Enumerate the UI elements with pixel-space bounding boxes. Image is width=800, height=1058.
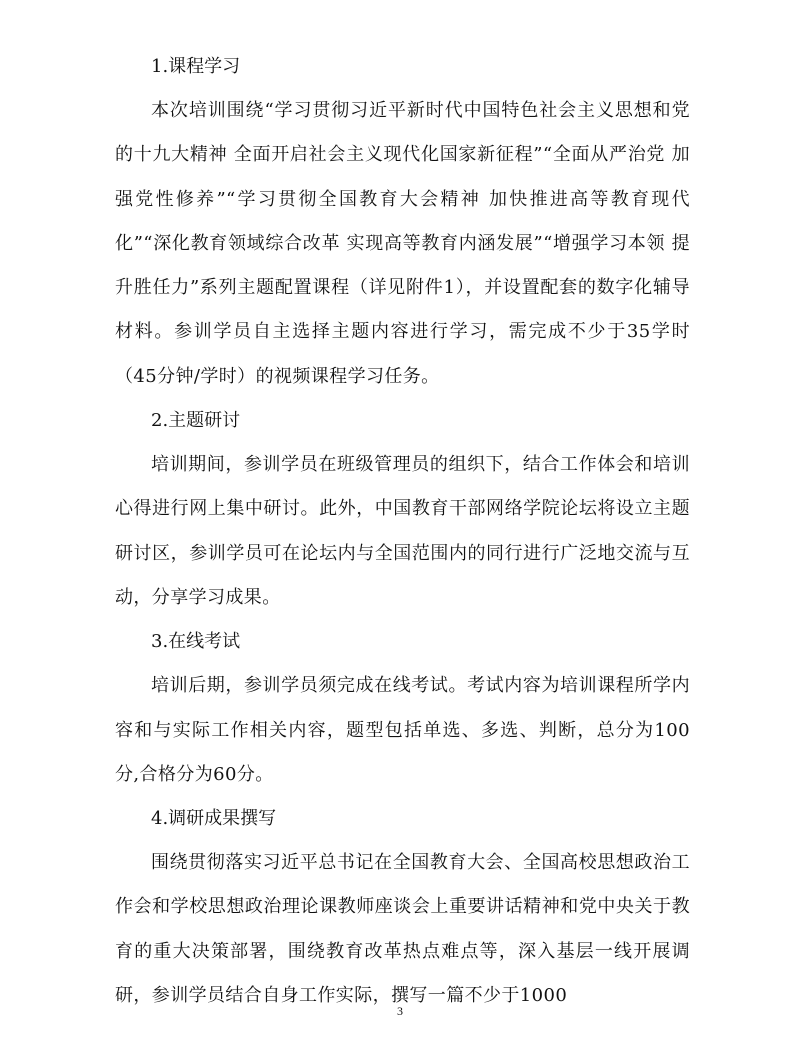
section-research-writing [115, 797, 690, 1018]
section-course-study [115, 45, 690, 399]
section-heading: 4.调研成果撰写 [151, 808, 277, 830]
section-heading: 1.课程学习 [151, 56, 241, 77]
section-paragraph: 围绕贯彻落实习近平总书记在全国教育大会、全国高校思想政治工作会和学校思想政治理论课教师座谈会上重要讲话精神和党中央关于教育的重大决策部署，围绕教育改革热点难点等，深入基层一线开展调研，参训学员结合自身工作实际，撰写一篇不少于1000 [115, 852, 690, 1007]
section-paragraph: 本次培训围绕“学习贯彻习近平新时代中国特色社会主义思想和党的十九大精神 全面开启社会主义现代化国家新征程”“全面从严治党 加强党性修养”“学习贯彻全国教育大会精神 加快推进高等教育现代化”“深化教育领域综合改革 实现高等教育内涵发展”“增强学习本领 提升胜任力”系列主题配置课程（详见附件1），并设置配套的数字化辅导材料。参训学员自主选择主题内容进行学习，需完成不少于35学时（45分钟/学时）的视频课程学习任务。 [115, 100, 690, 387]
section-heading: 3.在线考试 [151, 631, 241, 653]
section-heading: 2.主题研讨 [151, 410, 241, 432]
page-number: 3 [397, 1004, 403, 1018]
section-online-exam [115, 620, 690, 797]
document-body [115, 45, 690, 1018]
section-paragraph: 培训后期，参训学员须完成在线考试。考试内容为培训课程所学内容和与实际工作相关内容，题型包括单选、多选、判断，总分为100分,合格分为60分。 [115, 675, 690, 785]
section-topic-discussion [115, 399, 690, 620]
section-paragraph: 培训期间，参训学员在班级管理员的组织下，结合工作体会和培训心得进行网上集中研讨。此外，中国教育干部网络学院论坛将设立主题研讨区，参训学员可在论坛内与全国范围内的同行进行广泛地交流与互动，分享学习成果。 [115, 454, 690, 608]
